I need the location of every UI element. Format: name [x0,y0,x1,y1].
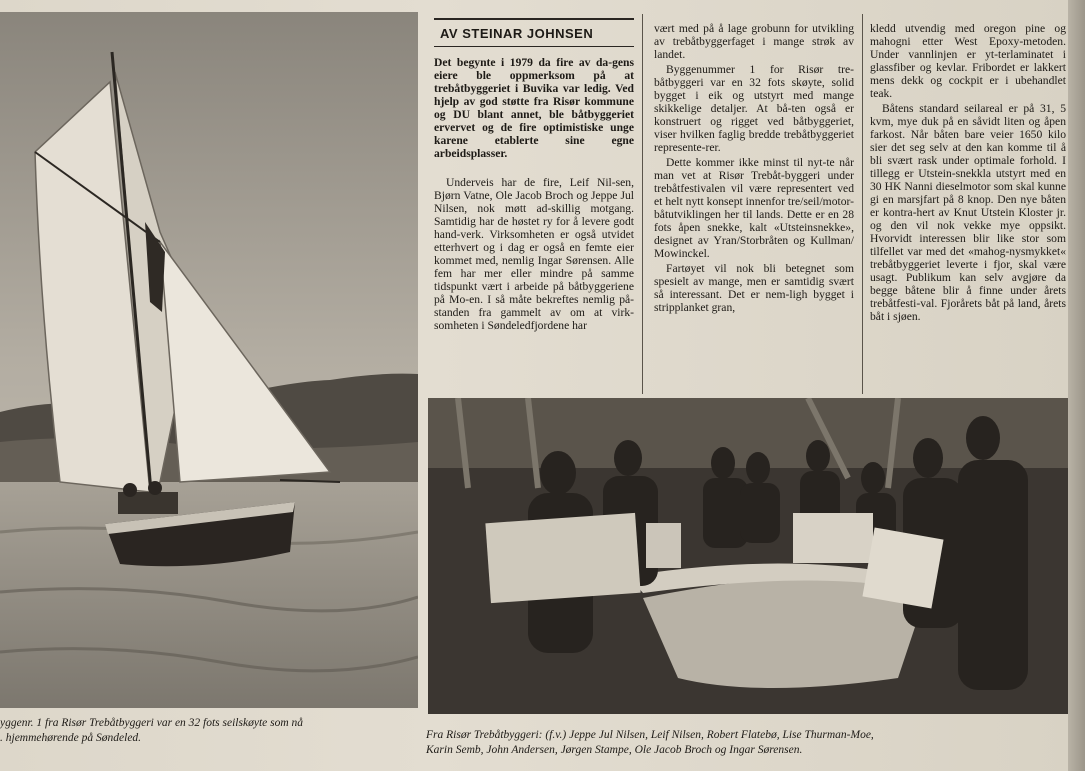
page-edge [1068,0,1085,771]
paragraph: Dette kommer ikke minst til nyt-te når man vet at Risør Trebåt-byggeri under trebåtfestivalen vil være representert ved et helt nytt konsept innenfor tre/seil/motor-båtutviklingen her til lands. Dette er en 28 fots åpen snekke, kalt «Utsteinsnekke», designet av Yran/Storbråten og Kullman/ Mowinckel. [654,156,854,260]
group-photo [428,398,1068,714]
paragraph: Båtens standard seilareal er på 31, 5 kvm, mye duk på en såvidt liten og åpen farkost. Når båten bare veier 1650 kilo sier det seg selv at den kan komme til å bli svært rask under optimale forhold. I tillegg er Utstein-snekkla utstyrt med en 30 HK Nanni dieselmotor som skal kunne gi en marsjfart på 8 knop. Den nye båten er kontra-hert av Knut Utstein Kloster jr. og den vil nok vekke mye oppsikt. Hvorvidt interessen blir like stor som tilfellet var med det «mahog-nysmykket« trebåtbyggeriet leverte i fjor, skal være usagt. Publikum kan selv avgjøre da begge båtene blir å finne under årets trebåtfesti-val. Fjorårets båt på land, årets båt i sjøen. [870,102,1066,323]
column-divider [642,14,643,394]
column-divider [862,14,863,394]
group-caption-line-1: Fra Risør Trebåtbyggeri: (f.v.) Jeppe Jul Nilsen, Leif Nilsen, Robert Flatebø, Lise Thurman-Moe, [426,729,874,741]
sailboat-photo [0,12,418,708]
paragraph: Det begynte i 1979 da fire av da-gens eiere ble oppmerksom på at trebåtbyggeriet i Buvika var ledig. Ved hjelp av god støtte fra Risør kommune og DU blant annet, ble båtbyggeriet ervervet og de fire optimistiske unge karene etablerte sine egne arbeidsplasser. [434,56,634,160]
article-column-3 [870,22,1066,325]
paragraph: Underveis har de fire, Leif Nil-sen, Bjørn Vatne, Ole Jacob Broch og Jeppe Jul Nilsen, nok møtt ad-skillig motgang. Samtidig har de høstet ry for å levere godt hand-verk. Virksomheten er også utvidet etterhvert og i dag er også en femte eier kommet med, nemlig Ingar Sørensen. Alle fem har mer eller mindre på samme tidspunkt vært i arbeide på båtbyggeriene på Mo-en. I så måte bekreftes nemlig på-standen fra gammelt av om at virk-somheten i Søndeledfjordene har [434,176,634,332]
paragraph: Byggenummer 1 for Risør tre-båtbyggeri var en 32 fots skøyte, solid bygget i eik og utstyrt med mange skikkelige detaljer. At bå-ten også er konstruert og rigget ved båtbyggeriet, viser hvilken faglig bredde trebåtbyggeriet represente-rer. [654,63,854,154]
paragraph: Fartøyet vil nok bli betegnet som spesielt av mange, men er samtidig svært så interessant. Det er nem-ligh bygget i stripplanket gran, [654,262,854,314]
article-column-1 [434,56,634,162]
group-caption-line-2: Karin Semb, John Andersen, Jørgen Stampe, Ole Jacob Broch og Ingar Sørensen. [426,744,803,756]
article-column-1-body [434,176,634,334]
article-column-2 [654,22,854,316]
paragraph: vært med på å lage grobunn for utvikling av trebåtbyggerfaget i mange strøk av landet. [654,22,854,61]
paragraph: kledd utvendig med oregon pine og mahogni etter West Epoxy-metoden. Under vannlinjen er yt-terlaminatet i glassfiber og kevlar. Fribordet er lakkert mens dekk og cockpit er i ubehandlet teak. [870,22,1066,100]
sailboat-caption-line-2: . hjemmehørende på Søndeled. [0,732,142,744]
byline: AV STEINAR JOHNSEN [440,26,594,41]
sailboat-caption-line-1: yggenr. 1 fra Risør Trebåtbyggeri var en 32 fots seilskøyte som nå [0,717,304,729]
